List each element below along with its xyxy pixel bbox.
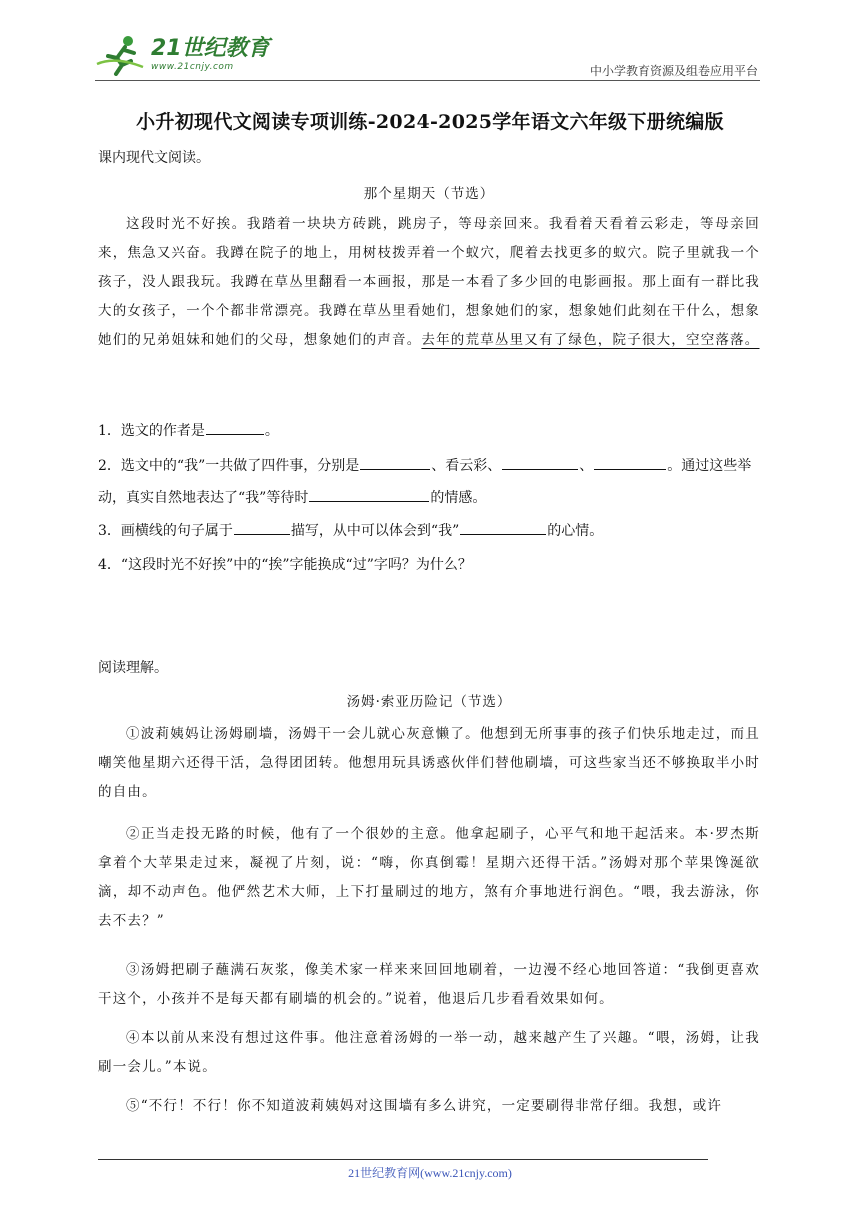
answer-blank[interactable] [234,520,290,535]
passage1-text: 这段时光不好挨。我踏着一块块方砖跳，跳房子，等母亲回来。我看着天看着云彩走，等母亲回来，焦急又兴奋。我蹲在院子的地上，用树枝拨弄着一个蚁穴，爬着去找更多的蚁穴。院子里就我一个孩子，没人跟我玩。我蹲在草丛里翻看一本画报，那是一本看了多少回的电影画报。那上面有一群比我大的女孩子，一个个都非常漂亮。我蹲在草丛里看她们，想象她们的家，想象她们此刻在干什么，想象她们的兄弟姐妹和她们的父母，想象她们的声音。 [98,216,760,348]
page-title: 小升初现代文阅读专项训练-2024-2025学年语文六年级下册统编版 [136,111,724,133]
runner-logo-icon [95,34,147,76]
passage2-paragraph-2: ②正当走投无路的时候，他有了一个很妙的主意。他拿起刷子，心平气和地干起活来。本·罗杰斯拿着个大苹果走过来，凝视了片刻，说：“嗨，你真倒霉！星期六还得干活。”汤姆对那个苹果馋涎欲滴，却不动声色。他俨然艺术大师，上下打量刷过的地方，煞有介事地进行润色。“喂，我去游泳，你去不去？” [98,826,760,929]
answer-blank[interactable] [206,420,264,435]
passage2-title: 汤姆·索亚历险记（节选） [346,694,512,710]
answer-blank[interactable] [594,455,666,470]
passage2-paragraph-3: ③汤姆把刷子蘸满石灰浆，像美术家一样来来回回地刷着，一边漫不经心地回答道：“我倒更喜欢干这个，小孩并不是每天都有刷墙的机会的。”说着，他退后几步看看效果如何。 [98,962,760,1007]
question-3: 3．画横线的句子属于 描写，从中可以体会到“我” 的心情。 [98,517,760,546]
passage2-paragraph-1: ①波莉姨妈让汤姆刷墙，汤姆干一会儿就心灰意懒了。他想到无所事事的孩子们快乐地走过，而且嘲笑他星期六还得干活，急得团团转。他想用玩具诱惑伙伴们替他刷墙，可这些家当还不够换取半小时的自由。 [98,726,760,800]
passage2-paragraph-4: ④本以前从来没有想过这件事。他注意着汤姆的一举一动，越来越产生了兴趣。“喂，汤姆，让我刷一会儿。”本说。 [98,1030,760,1075]
logo-url: www.21cnjy.com [151,62,234,72]
section2-heading: 阅读理解。 [98,660,168,676]
passage1-title: 那个星期天（节选） [363,186,495,202]
logo-wordmark: 21世纪教育 [151,36,270,61]
site-logo[interactable] [95,32,270,78]
answer-blank[interactable] [360,455,430,470]
header-tagline: 中小学教育资源及组卷应用平台 [589,64,758,78]
header-divider [95,80,760,81]
footer-link[interactable]: 21世纪教育网(www.21cnjy.com) [348,1166,512,1180]
answer-blank[interactable] [309,487,429,502]
page-header [95,32,760,78]
passage1-underlined-sentence: 去年的荒草丛里又有了绿色，院子很大，空空落落。 [421,332,760,348]
passage2-paragraph-5: ⑤“不行！不行！你不知道波莉姨妈对这围墙有多么讲究，一定要刷得非常仔细。我想，或许 [126,1098,723,1114]
footer-divider [98,1159,708,1160]
passage1-body [98,210,760,355]
section1-heading: 课内现代文阅读。 [98,150,210,166]
answer-blank[interactable] [502,455,578,470]
question-1: 1．选文的作者是 。 [98,417,760,446]
answer-blank[interactable] [460,520,546,535]
question-2: 2．选文中的“我”一共做了四件事，分别是 、看云彩、 、 。通过这些举动，真实自然地表达了“我”等待时 的情感。 [98,450,760,514]
question-4: 4．“这段时光不好挨”中的“挨”字能换成“过”字吗？为什么？ [98,557,472,573]
